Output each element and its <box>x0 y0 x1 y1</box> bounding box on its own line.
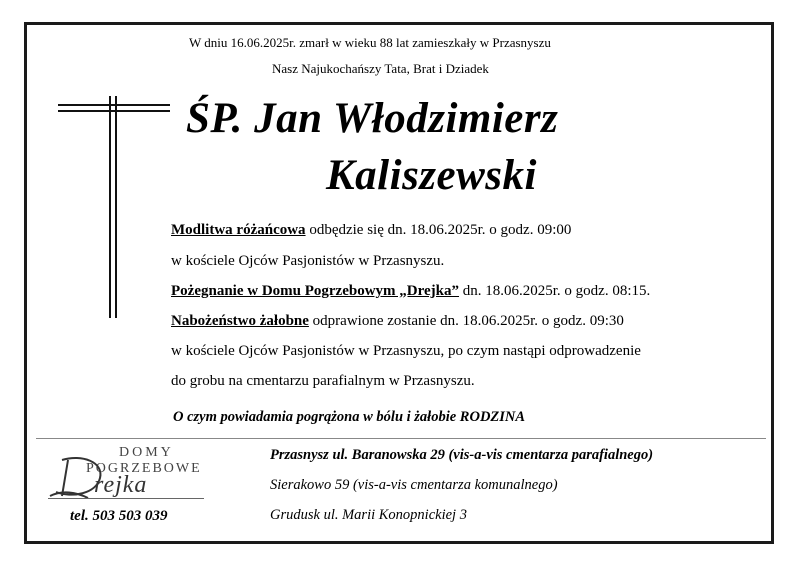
farewell-line <box>171 283 650 300</box>
burial-line: do grobu na cmentarzu parafialnym w Przasnyszu. <box>171 373 475 389</box>
address-przasnysz: Przasnysz ul. Baranowska 29 (vis-a-vis cmentarza parafialnego) <box>270 447 654 463</box>
mass-line <box>171 313 624 330</box>
family-closing: O czym powiadamia pogrążona w bólu i żałobie RODZINA <box>173 409 526 425</box>
death-notice-line: W dniu 16.06.2025r. zmarł w wieku 88 lat zamieszkały w Przasnyszu <box>189 35 551 50</box>
rosary-text: odbędzie się dn. 18.06.2025r. o godz. 09:00 <box>305 222 572 238</box>
rosary-line <box>171 222 571 239</box>
farewell-text: dn. 18.06.2025r. o godz. 08:15. <box>459 283 651 299</box>
address-grudusk: Grudusk ul. Marii Konopnickiej 3 <box>270 507 467 523</box>
logo-drejka: rejka <box>94 472 148 498</box>
mass-place: w kościele Ojców Pasjonistów w Przasnyszu, po czym nastąpi odprowadzenie <box>171 343 641 359</box>
cross-icon <box>58 96 170 318</box>
address-sierakowo: Sierakowo 59 (vis-a-vis cmentarza komunalnego) <box>270 477 558 493</box>
logo-domy: DOMY <box>119 445 174 460</box>
logo-pogrzebowe: POGRZEBOWE <box>86 461 202 476</box>
mass-text: odprawione zostanie dn. 18.06.2025r. o godz. 09:30 <box>308 313 624 329</box>
rosary-place: w kościele Ojców Pasjonistów w Przasnyszu. <box>171 253 445 269</box>
deceased-name-line1: ŚP. Jan Włodzimierz <box>186 95 559 142</box>
divider <box>36 438 766 439</box>
farewell-label: Pożegnanie w Domu Pogrzebowym „Drejka” <box>171 283 460 299</box>
deceased-name-line2: Kaliszewski <box>326 152 537 199</box>
relationship-line: Nasz Najukochańszy Tata, Brat i Dziadek <box>272 61 489 76</box>
phone-number: tel. 503 503 039 <box>70 508 168 524</box>
logo-underline <box>48 498 204 499</box>
rosary-label: Modlitwa różańcowa <box>171 222 306 238</box>
mass-label: Nabożeństwo żałobne <box>171 313 309 329</box>
